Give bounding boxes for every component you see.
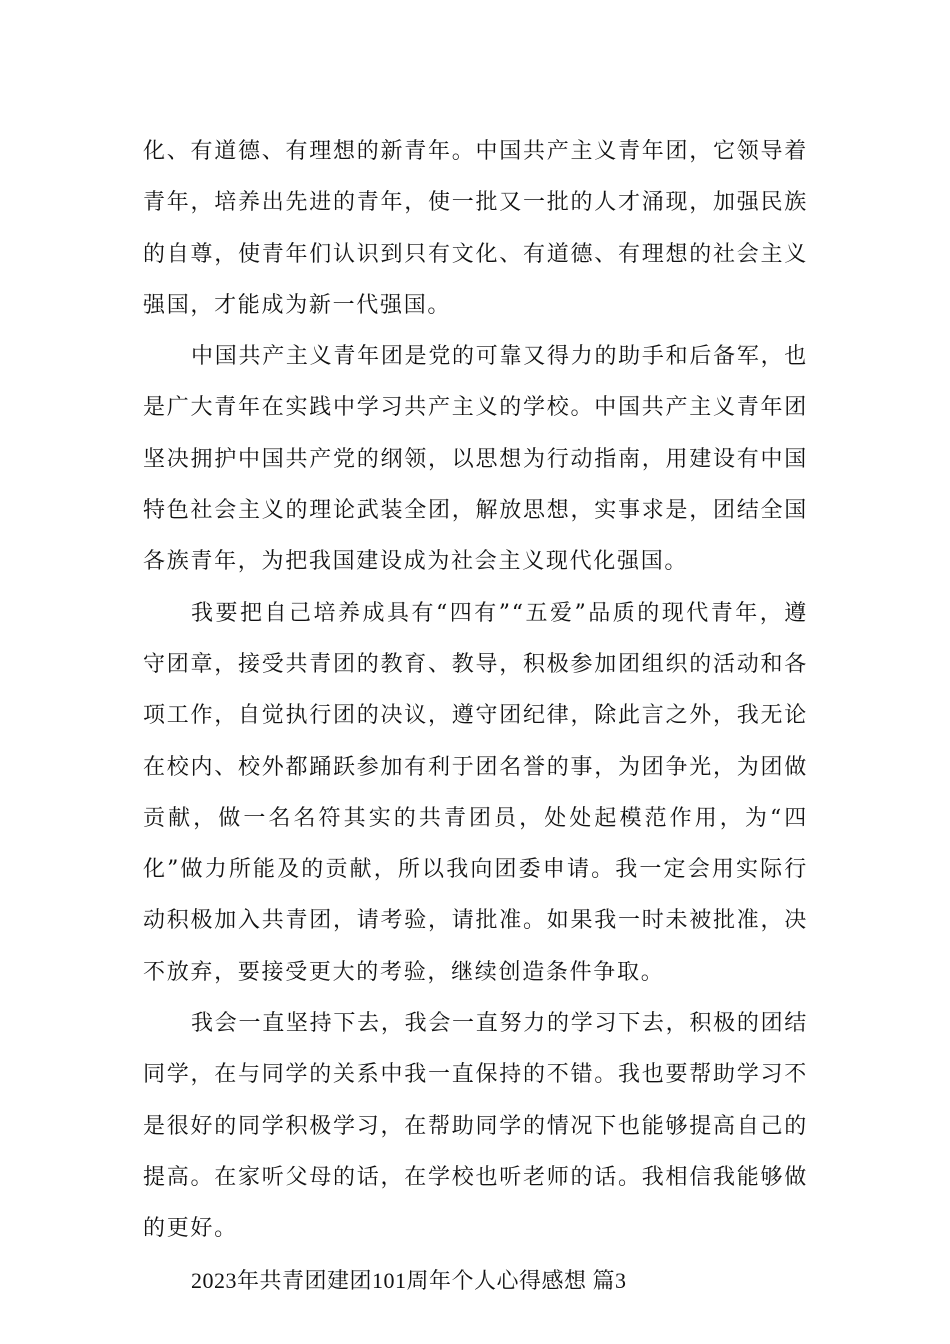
- paragraph-continued: 化、有道德、有理想的新青年。中国共产主义青年团，它领导着青年，培养出先进的青年，使一批又一批的人才涌现，加强民族的自尊，使青年们认识到只有文化、有道德、有理想的社会主义强国，才能成为新一代强国。: [143, 139, 808, 318]
- section-heading: 2023年共青团建团101周年个人心得感想 篇3: [191, 1267, 627, 1293]
- paragraph-league-role: 中国共产主义青年团是党的可靠又得力的助手和后备军，也是广大青年在实践中学习共产主义的学校。中国共产主义青年团坚决拥护中国共产党的纲领，以思想为行动指南，用建设有中国特色社会主义的理论武装全团，解放思想，实事求是，团结全国各族青年，为把我国建设成为社会主义现代化强国。: [143, 344, 808, 575]
- document-body: [143, 126, 808, 1306]
- paragraph-study-resolve: 我会一直坚持下去，我会一直努力的学习下去，积极的团结同学，在与同学的关系中我一直保持的不错。我也要帮助学习不是很好的同学积极学习，在帮助同学的情况下也能够提高自己的提高。在家听父母的话，在学校也听老师的话。我相信我能够做的更好。: [143, 1011, 808, 1242]
- paragraph-personal-commitment: 我要把自己培养成具有“四有”“五爱”品质的现代青年，遵守团章，接受共青团的教育、教导，积极参加团组织的活动和各项工作，自觉执行团的决议，遵守团纪律，除此言之外，我无论在校内、校外都踊跃参加有利于团名誉的事，为团争光，为团做贡献，做一名名符其实的共青团员，处处起模范作用，为“四化”做力所能及的贡献，所以我向团委申请。我一定会用实际行动积极加入共青团，请考验，请批准。如果我一时未被批准，决不放弃，要接受更大的考验，继续创造条件争取。: [143, 600, 808, 985]
